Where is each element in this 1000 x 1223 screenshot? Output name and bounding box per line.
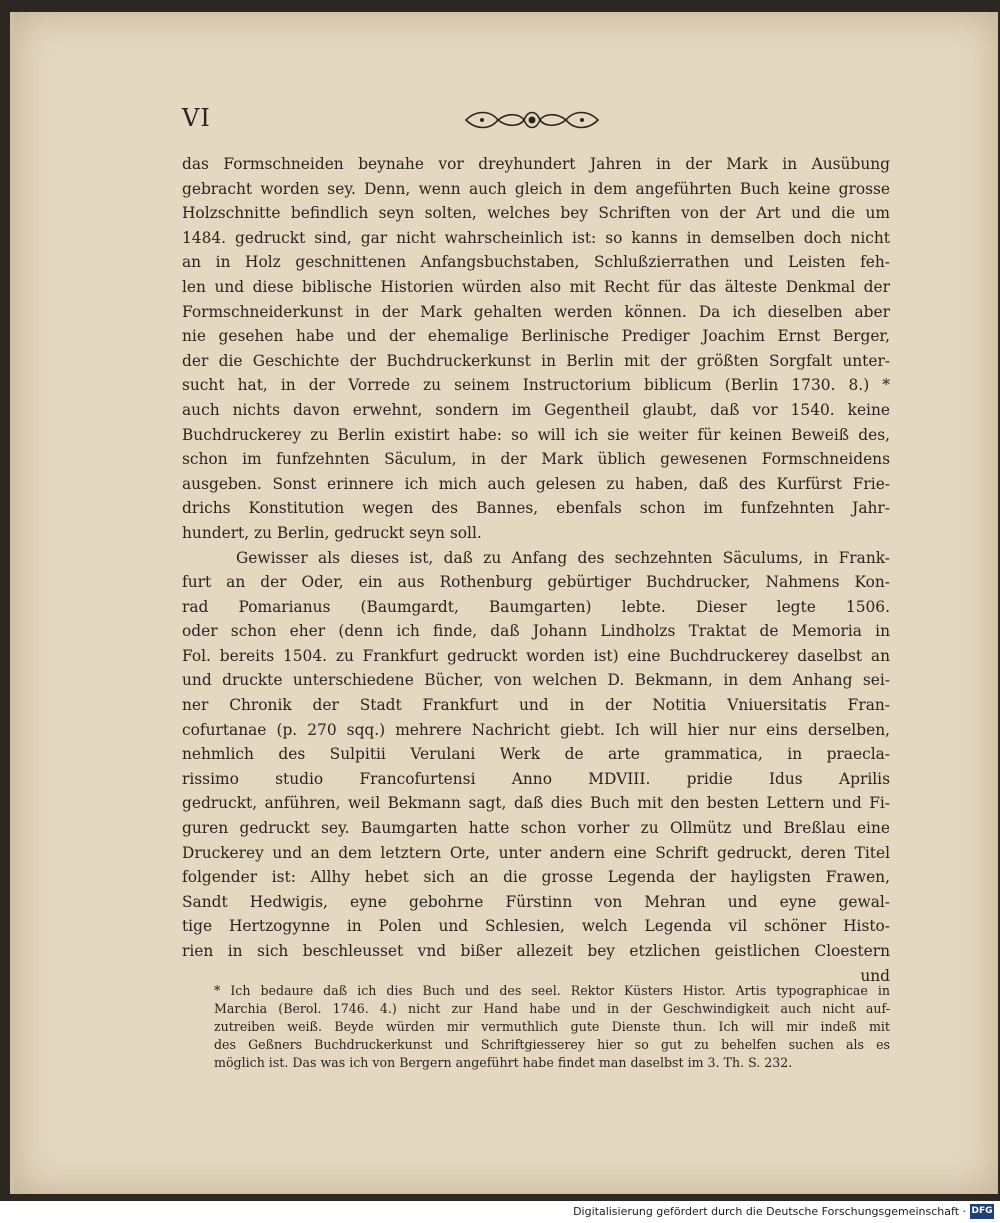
text-line: und druckte unterschiedene Bücher, von welchen D. Bekmann, in dem Anhang sei- — [182, 671, 890, 690]
footnote-line: möglich ist. Das was ich von Bergern angeführt habe findet man daselbst im 3. Th. S. 232. — [214, 1055, 793, 1070]
footer-credit[interactable]: Digitalisierung gefördert durch die Deutsche Forschungsgemeinschaft · — [573, 1205, 966, 1218]
text-line: an in Holz geschnittenen Anfangsbuchstaben, Schlußzierrathen und Leisten feh- — [182, 253, 890, 272]
text-line: len und diese biblische Historien würden also mit Recht für das älteste Denkmal der — [182, 277, 890, 296]
text-line: Druckerey und an dem letztern Orte, unter andern eine Schrift gedruckt, deren Titel — [182, 843, 890, 862]
text-line: rad Pomarianus (Baumgardt, Baumgarten) lebte. Dieser legte 1506. — [182, 597, 890, 616]
footnote-line: des Geßners Buchdruckerkunst und Schriftgiesserey hier so gut zu behelfen suchen als es — [214, 1037, 890, 1052]
dfg-logo[interactable]: DFG — [970, 1204, 994, 1219]
text-line: rissimo studio Francofurtensi Anno MDVIII. pridie Idus Aprilis — [182, 769, 890, 788]
footnote-line: Marchia (Berol. 1746. 4.) nicht zur Hand habe und in der Geschwindigkeit auch nicht auf- — [214, 1001, 890, 1016]
text-line: schon im funfzehnten Säculum, in der Mark üblich gewesenen Formschneidens — [182, 450, 890, 469]
text-line: gebracht worden sey. Denn, wenn auch gleich in dem angeführten Buch keine grosse — [182, 179, 890, 198]
text-line: ausgeben. Sonst erinnere ich mich auch gelesen zu haben, daß des Kurfürst Frie- — [182, 474, 890, 493]
text-line: hundert, zu Berlin, gedruckt seyn soll. — [182, 523, 482, 542]
text-line: auch nichts davon erwehnt, sondern im Gegentheil glaubt, daß vor 1540. keine — [182, 400, 890, 419]
text-line: Fol. bereits 1504. zu Frankfurt gedruckt worden ist) eine Buchdruckerey daselbst an — [182, 646, 890, 665]
text-line: Buchdruckerey zu Berlin existirt habe: so will ich sie weiter für keinen Beweiß des, — [182, 425, 890, 444]
ornament-icon — [462, 106, 602, 134]
text-line: Gewisser als dieses ist, daß zu Anfang des sechzehnten Säculums, in Frank- — [236, 548, 890, 567]
text-line: guren gedruckt sey. Baumgarten hatte schon vorher zu Ollmütz und Breßlau eine — [182, 819, 890, 838]
text-line: oder schon eher (denn ich finde, daß Johann Lindholzs Traktat de Memoria in — [182, 622, 890, 641]
text-line: drichs Konstitution wegen des Bannes, ebenfals schon im funfzehnten Jahr- — [182, 499, 890, 518]
body-text — [182, 152, 890, 988]
text-line: Sandt Hedwigis, eyne gebohrne Fürstinn von Mehran und eyne gewal- — [182, 892, 890, 911]
text-line: nehmlich des Sulpitii Verulani Werk de arte grammatica, in praecla- — [182, 745, 890, 764]
document-page — [10, 12, 998, 1194]
text-line: folgender ist: Allhy hebet sich an die grosse Legenda der hayligsten Frawen, — [182, 868, 890, 887]
text-line: tige Hertzogynne in Polen und Schlesien, welch Legenda vil schöner Histo- — [182, 917, 890, 936]
text-line: der die Geschichte der Buchdruckerkunst in Berlin mit der größten Sorgfalt unter- — [182, 351, 890, 370]
text-line: cofurtanae (p. 270 sqq.) mehrere Nachricht giebt. Ich will hier nur eins derselben, — [182, 720, 890, 739]
footnote-line: * Ich bedaure daß ich dies Buch und des seel. Rektor Küsters Histor. Artis typographicae in — [214, 983, 890, 998]
text-line: 1484. gedruckt sind, gar nicht wahrscheinlich ist: so kanns in demselben doch nicht — [182, 228, 890, 247]
text-line: rien in sich beschleusset vnd bißer allezeit bey etzlichen geistlichen Cloestern — [182, 942, 890, 960]
footer-bar — [0, 1201, 1000, 1223]
text-line: das Formschneiden beynahe vor dreyhundert Jahren in der Mark in Ausübung — [182, 155, 890, 173]
text-line: sucht hat, in der Vorrede zu seinem Instructorium biblicum (Berlin 1730. 8.) * — [182, 376, 890, 395]
catchword: und — [860, 966, 890, 985]
footnote — [214, 982, 890, 1072]
text-line: gedruckt, anführen, weil Bekmann sagt, daß dies Buch mit den besten Lettern und Fi- — [182, 794, 890, 813]
text-line: Formschneiderkunst in der Mark gehalten werden können. Da ich dieselben aber — [182, 302, 890, 321]
footnote-line: zutreiben weiß. Beyde würden mir vermuthlich gute Dienste thun. Ich will mir indeß mit — [214, 1019, 890, 1034]
text-line: Holzschnitte befindlich seyn solten, welches bey Schriften von der Art und die um — [182, 204, 890, 223]
page-number: VI — [182, 104, 211, 132]
text-line: ner Chronik der Stadt Frankfurt und in der Notitia Vniuersitatis Fran- — [182, 696, 890, 715]
text-line: furt an der Oder, ein aus Rothenburg gebürtiger Buchdrucker, Nahmens Kon- — [182, 573, 890, 592]
text-line: nie gesehen habe und der ehemalige Berlinische Prediger Joachim Ernst Berger, — [182, 327, 890, 346]
